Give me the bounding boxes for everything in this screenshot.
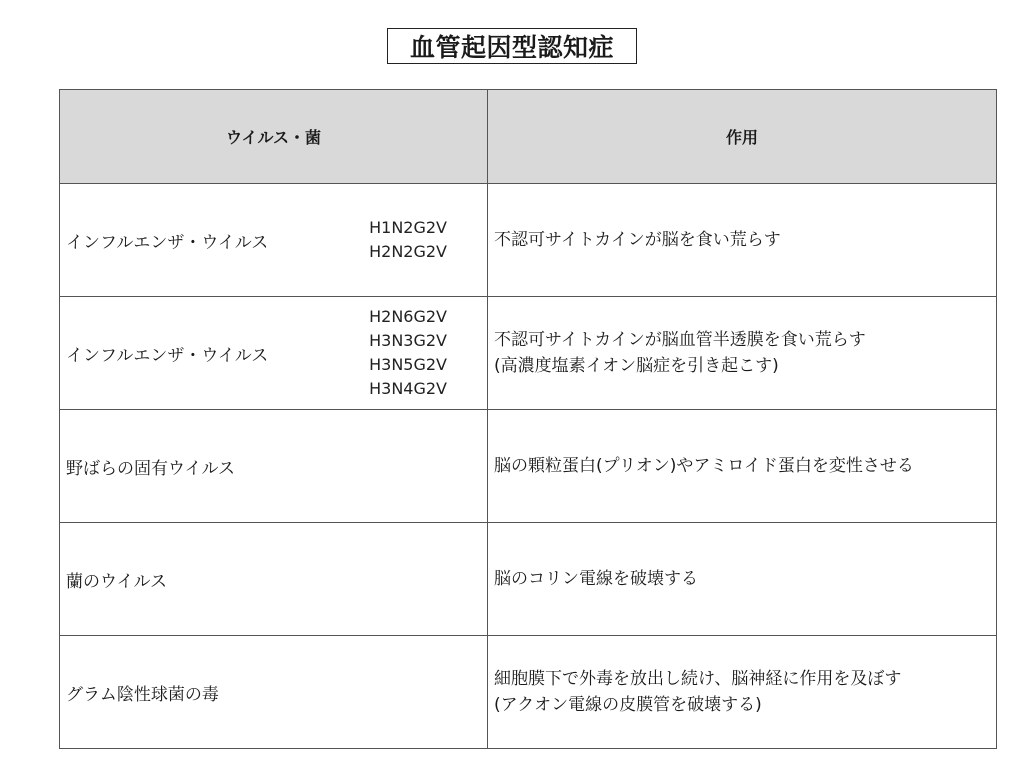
agent-name: グラム陰性球菌の毒: [66, 684, 219, 705]
agent-name: インフルエンザ・ウイルス: [66, 345, 269, 366]
agent-cell: [60, 410, 488, 523]
agent-cell: [60, 184, 488, 297]
effect-note: (アクオン電線の皮膜管を破壊する): [494, 695, 762, 715]
table-row: [60, 523, 997, 636]
strain-code: H2N6G2V: [369, 307, 447, 326]
agent-cell: [60, 636, 488, 749]
header-effect: 作用: [488, 90, 997, 184]
effect-cell: [488, 297, 997, 410]
header-virus-bacteria: ウイルス・菌: [60, 90, 488, 184]
table-row: [60, 184, 997, 297]
agent-name: 蘭のウイルス: [66, 571, 167, 592]
agent-name: 野ばらの固有ウイルス: [66, 458, 235, 479]
dementia-table: [59, 89, 997, 749]
effect-cell: [488, 184, 997, 297]
effect-text: 細胞膜下で外毒を放出し続け、脳神経に作用を及ぼす: [494, 669, 902, 689]
effect-cell: [488, 410, 997, 523]
effect-note: (高濃度塩素イオン脳症を引き起こす): [494, 356, 779, 376]
strain-codes: [369, 216, 447, 264]
effect-text: 脳の顆粒蛋白(プリオン)やアミロイド蛋白を変性させる: [494, 456, 914, 476]
agent-name: インフルエンザ・ウイルス: [66, 232, 269, 253]
agent-cell: [60, 297, 488, 410]
effect-text: 脳のコリン電線を破壊する: [494, 569, 698, 589]
strain-code: H3N5G2V: [369, 355, 447, 374]
effect-text: 不認可サイトカインが脳を食い荒らす: [494, 230, 781, 250]
effect-cell: [488, 636, 997, 749]
strain-code: H2N2G2V: [369, 242, 447, 261]
strain-codes: [369, 305, 447, 401]
strain-code: H1N2G2V: [369, 218, 447, 237]
table-row: [60, 410, 997, 523]
table-row: [60, 297, 997, 410]
strain-code: H3N3G2V: [369, 331, 447, 350]
effect-text: 不認可サイトカインが脳血管半透膜を食い荒らす: [494, 330, 866, 350]
page-title: 血管起因型認知症: [387, 28, 637, 64]
agent-cell: [60, 523, 488, 636]
table-row: [60, 636, 997, 749]
effect-cell: [488, 523, 997, 636]
strain-code: H3N4G2V: [369, 379, 447, 398]
table-header-row: [60, 90, 997, 184]
